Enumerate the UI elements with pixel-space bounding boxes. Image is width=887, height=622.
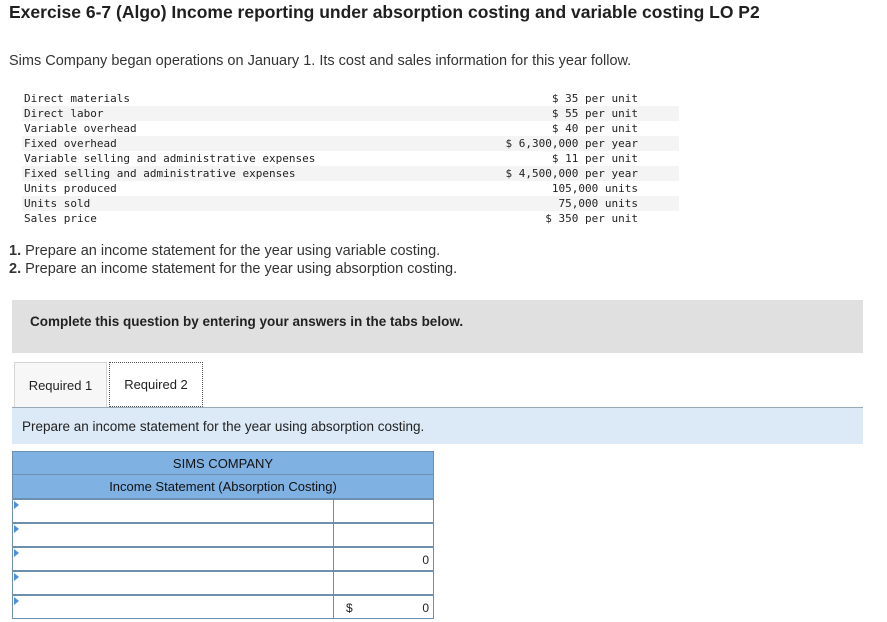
- info-value: $ 350 per unit: [545, 212, 638, 225]
- account-select[interactable]: [12, 595, 334, 619]
- dropdown-arrow-icon: [14, 525, 19, 533]
- info-label: Sales price: [24, 212, 97, 225]
- dropdown-arrow-icon: [14, 573, 19, 581]
- info-row: [22, 181, 679, 196]
- currency-symbol: $: [346, 601, 353, 615]
- account-select[interactable]: [12, 499, 334, 523]
- amount-value: 0: [422, 553, 429, 567]
- info-row: [22, 166, 679, 181]
- info-label: Fixed selling and administrative expenses: [24, 167, 296, 180]
- info-label: Units produced: [24, 182, 117, 195]
- info-value: $ 40 per unit: [551, 122, 638, 135]
- info-value: 105,000 units: [551, 182, 638, 195]
- info-value: $ 55 per unit: [551, 107, 638, 120]
- account-select[interactable]: [12, 547, 334, 571]
- dropdown-arrow-icon: [14, 501, 19, 509]
- company-name-header: SIMS COMPANY: [12, 451, 434, 475]
- info-row: [22, 121, 679, 136]
- income-statement-table: [12, 451, 434, 619]
- info-row: [22, 211, 679, 226]
- amount-output: [333, 547, 434, 571]
- info-label: Direct labor: [24, 107, 104, 120]
- info-value: $ 11 per unit: [551, 152, 638, 165]
- tab-instruction-text: Prepare an income statement for the year using absorption costing.: [22, 419, 425, 434]
- amount-input[interactable]: [333, 523, 434, 547]
- requirement-text: Prepare an income statement for the year using variable costing.: [25, 243, 441, 259]
- info-row: [22, 136, 679, 151]
- amount-input[interactable]: [333, 499, 434, 523]
- info-row: [22, 91, 679, 106]
- info-value: $ 35 per unit: [551, 92, 638, 105]
- statement-title-header: Income Statement (Absorption Costing): [12, 475, 434, 499]
- info-value: 75,000 units: [558, 197, 638, 210]
- statement-row: [12, 523, 434, 547]
- info-row: [22, 196, 679, 211]
- requirement-item: [9, 260, 457, 278]
- info-row: [22, 151, 679, 166]
- tab-required-1[interactable]: Required 1: [14, 362, 107, 407]
- banner-text: Complete this question by entering your answers in the tabs below.: [30, 314, 464, 329]
- info-value: $ 6,300,000 per year: [505, 137, 638, 150]
- info-label: Direct materials: [24, 92, 130, 105]
- requirement-number: 2.: [9, 261, 22, 277]
- statement-row: [12, 499, 434, 523]
- statement-row: [12, 595, 434, 619]
- cost-info-table: [22, 91, 679, 226]
- requirements-list: [9, 242, 457, 278]
- info-label: Variable selling and administrative expenses: [24, 152, 316, 165]
- info-label: Fixed overhead: [24, 137, 117, 150]
- info-value: $ 4,500,000 per year: [505, 167, 638, 180]
- tab-required-2[interactable]: Required 2: [109, 362, 203, 407]
- requirement-text: Prepare an income statement for the year using absorption costing.: [25, 261, 458, 277]
- instructions-banner: [12, 300, 863, 353]
- requirement-number: 1.: [9, 243, 22, 259]
- info-label: Units sold: [24, 197, 91, 210]
- intro-text: Sims Company began operations on January 1. Its cost and sales information for this year follow.: [9, 53, 632, 69]
- exercise-title: Exercise 6-7 (Algo) Income reporting under absorption costing and variable costing LO P2: [9, 2, 760, 22]
- statement-row: [12, 571, 434, 595]
- account-select[interactable]: [12, 571, 334, 595]
- tab-instruction-bar: [12, 408, 863, 444]
- info-row: [22, 106, 679, 121]
- amount-output: [333, 595, 434, 619]
- amount-value: 0: [422, 601, 429, 615]
- account-select[interactable]: [12, 523, 334, 547]
- info-label: Variable overhead: [24, 122, 137, 135]
- requirement-item: [9, 242, 457, 260]
- dropdown-arrow-icon: [14, 597, 19, 605]
- statement-row: [12, 547, 434, 571]
- amount-input[interactable]: [333, 571, 434, 595]
- dropdown-arrow-icon: [14, 549, 19, 557]
